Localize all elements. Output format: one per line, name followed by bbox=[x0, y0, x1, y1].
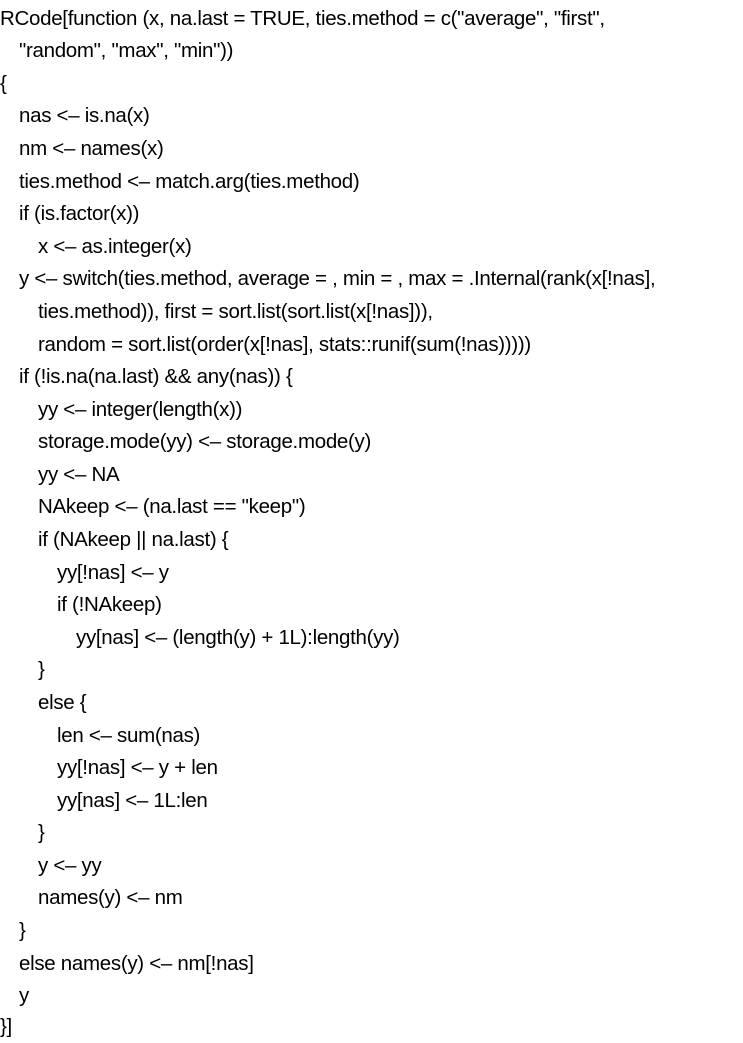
code-line: if (!NAkeep) bbox=[57, 593, 162, 616]
code-line: if (!is.na(na.last) && any(nas)) { bbox=[19, 365, 293, 388]
code-line: else { bbox=[38, 691, 87, 714]
code-line: random = sort.list(order(x[!nas], stats::runif(sum(!nas))))) bbox=[38, 333, 531, 356]
code-line: yy[nas] <– 1L:len bbox=[57, 789, 208, 812]
code-line: nas <– is.na(x) bbox=[19, 104, 150, 127]
code-line: "random", "max", "min")) bbox=[19, 39, 234, 62]
code-line: y <– yy bbox=[38, 854, 102, 877]
code-line: len <– sum(nas) bbox=[57, 724, 201, 747]
code-line: if (is.factor(x)) bbox=[19, 202, 140, 225]
code-line: yy[!nas] <– y + len bbox=[57, 756, 218, 779]
code-line: yy[!nas] <– y bbox=[57, 561, 169, 584]
code-line: if (NAkeep || na.last) { bbox=[38, 528, 229, 551]
code-line: { bbox=[0, 72, 7, 95]
code-line: x <– as.integer(x) bbox=[38, 235, 192, 258]
code-line: y <– switch(ties.method, average = , min = , max = .Internal(rank(x[!nas], bbox=[19, 267, 656, 290]
code-line: } bbox=[19, 919, 26, 942]
code-line: names(y) <– nm bbox=[38, 886, 183, 909]
code-line: nm <– names(x) bbox=[19, 137, 164, 160]
code-line: else names(y) <– nm[!nas] bbox=[19, 952, 254, 975]
code-line: storage.mode(yy) <– storage.mode(y) bbox=[38, 430, 372, 453]
code-line: yy <– NA bbox=[38, 463, 120, 486]
code-line: y bbox=[19, 984, 29, 1007]
code-line: } bbox=[38, 821, 45, 844]
code-line: RCode[function (x, na.last = TRUE, ties.method = c("average", "first", bbox=[0, 7, 605, 30]
code-line: }] bbox=[0, 1015, 12, 1038]
code-line: yy[nas] <– (length(y) + 1L):length(yy) bbox=[76, 626, 400, 649]
code-line: NAkeep <– (na.last == "keep") bbox=[38, 495, 306, 518]
code-line: ties.method)), first = sort.list(sort.list(x[!nas])), bbox=[38, 300, 433, 323]
code-line: ties.method <– match.arg(ties.method) bbox=[19, 170, 360, 193]
code-line: yy <– integer(length(x)) bbox=[38, 398, 243, 421]
code-line: } bbox=[38, 658, 45, 681]
